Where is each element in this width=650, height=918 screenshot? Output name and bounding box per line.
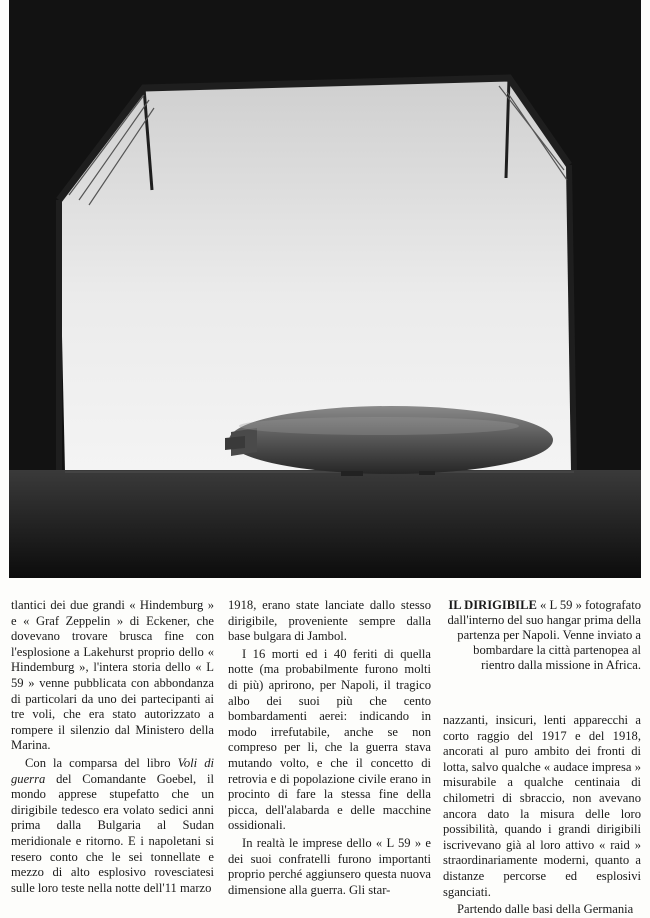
paragraph: nazzanti, insicuri, lenti apparecchi a corto raggio del 1917 e del 1918, ancorati al puro ambito dei fronti di lotta, salvo qualche « audace impresa » misurabile a qualche centinaia di chilometri di sbraccio, non avevano ancora dato la misura delle loro possibilità, quando i grandi dirigibili iscrivevano già al loro attivo « raid » straordinariamente moderni, quanto a distanze percorse ed esplosivi sganciati.	[443, 713, 641, 899]
caption-text: « L 59 » fotografato dall'interno del suo hangar prima della partenza per Napoli. Venne inviato a bombardare la città partenopea al rientro dalla missione in Africa.	[447, 598, 641, 672]
paragraph: In realtà le imprese dello « L 59 » e dei suoi confratelli furono importanti proprio perché aggiunsero questa nuova dimensione alla guerra. Gli star-	[228, 835, 431, 897]
caption-heading: IL DIRIGIBILE	[448, 598, 537, 612]
hangar-scene	[9, 0, 641, 578]
paragraph: I 16 morti ed i 40 feriti di quella notte (ma probabilmente furono molti di più) aprirono, per Napoli, il tragico albo dei suoi più che cento bombardamenti aerei: indicando in modo irrefutabile, anche se non compreso per li, che la guerra stava mutando volto, e che il concetto di retrovia e di popolazione civile erano in procinto di fare la stessa fine della picca, dell'alabarda e delle macchine ossidionali.	[228, 646, 431, 833]
article-column-3	[443, 598, 641, 918]
paragraph: tlantici dei due grandi « Hindemburg » e « Graf Zeppelin » di Eckener, che dovevano trovare brusca fine con l'esplosione a Lakehurst proprio dello « Hindemburg », l'intera storia dello « L 59 » venne pubblicata con abbondanza di particolari da uno dei partecipanti ai tre voli, che era stato autorizzato a rompere il silenzio dal Ministero della Marina.	[11, 598, 214, 753]
text-run: Con la comparsa del libro	[25, 755, 178, 770]
text-run: del Comandante Goebel, il mondo apprese stupefatto che un dirigibile tedesco era volato sedici anni prima dalla Bulgaria al Sudan meridionale e ritorno. E i napoletani si resero conto che le sei tonnellate e mezzo di alto esplosivo rovesciatesi sulle loro teste nella notte dell'11 marzo	[11, 771, 214, 895]
paragraph	[11, 756, 214, 896]
book-title: Voli di guerra	[11, 755, 214, 786]
article-column-2	[228, 598, 431, 898]
airship-photo	[9, 0, 641, 578]
paragraph: Partendo dalle basi della Germania	[457, 902, 634, 917]
photo-caption	[443, 598, 641, 673]
paragraph: 1918, erano state lanciate dallo stesso dirigibile, proveniente sempre dalla base bulgara di Jambol.	[228, 598, 431, 644]
article-column-1	[11, 598, 214, 896]
